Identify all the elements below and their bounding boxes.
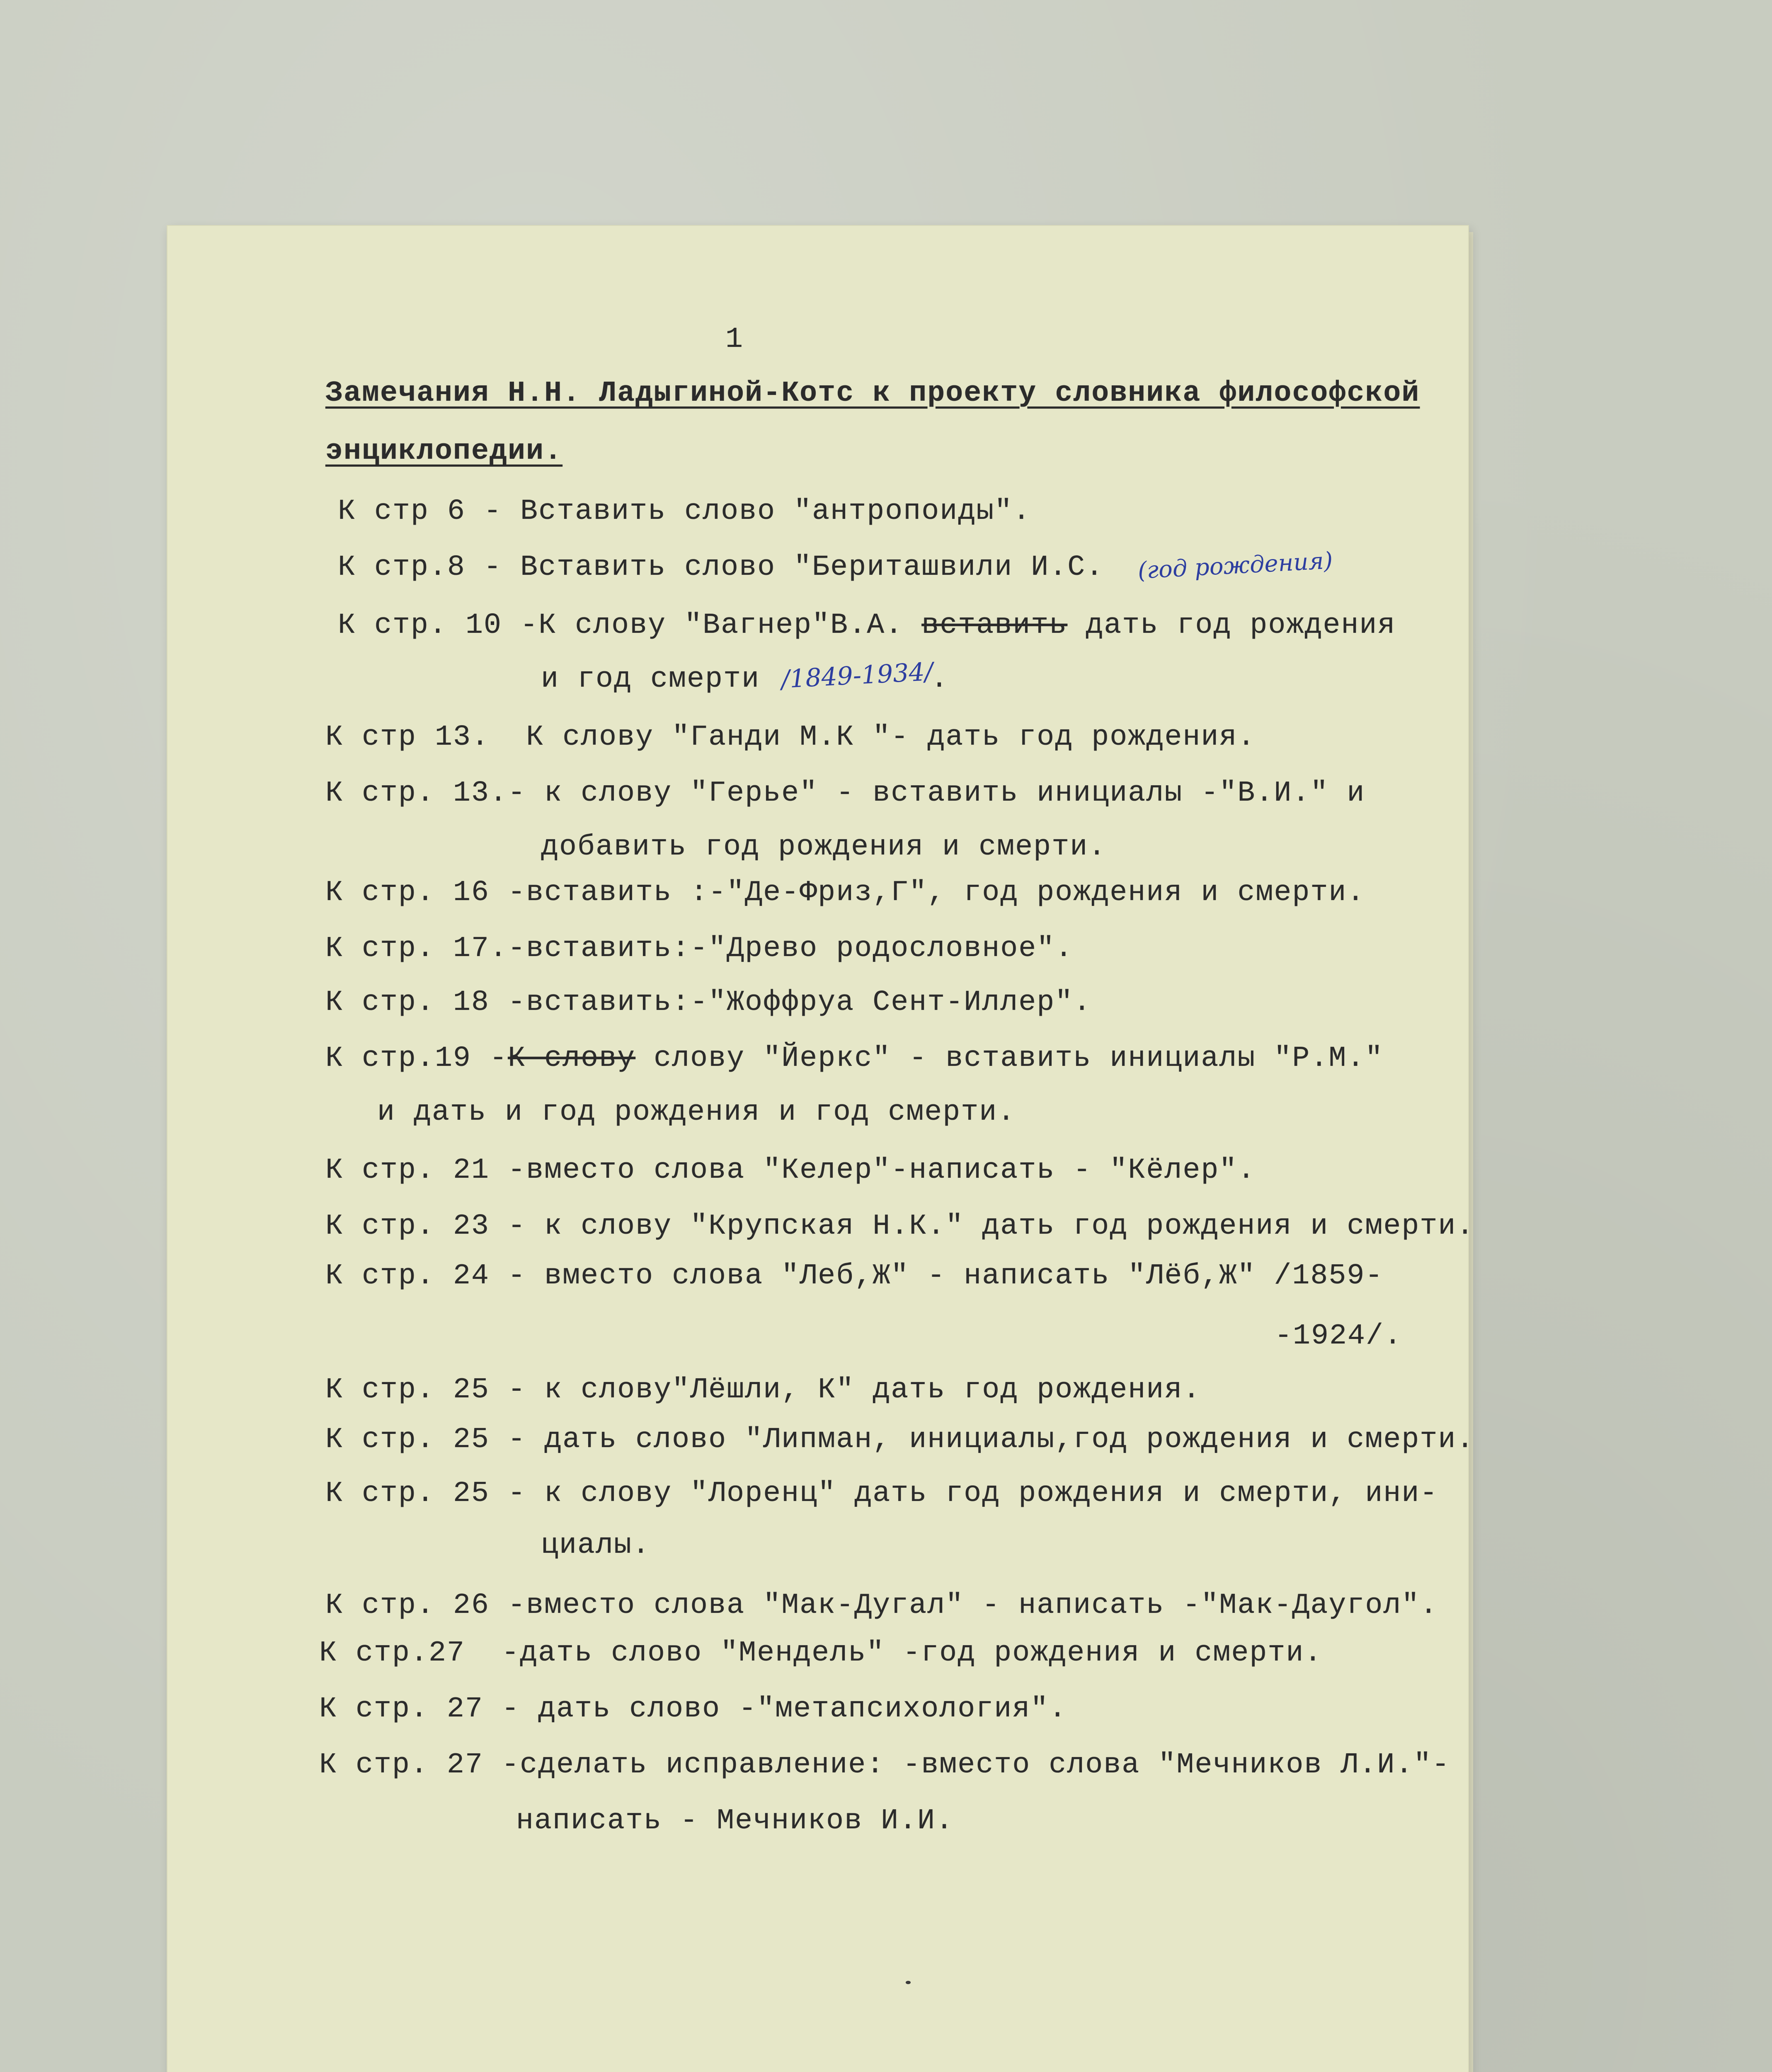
entry-p10-struck: вставить [921, 609, 1068, 642]
entry-p13-gerye: К стр. 13.- к слову "Герье" - вставить инициалы -"В.И." и [325, 777, 1365, 810]
entry-p24-cont: -1924/. [1275, 1320, 1403, 1353]
entry-p25-lipman: К стр. 25 - дать слово "Липман, инициалы,год рождения и смерти. [325, 1423, 1475, 1456]
entry-p23: К стр. 23 - к слову "Крупская Н.К." дать год рождения и смерти. [325, 1210, 1475, 1243]
entry-p25-lorenz-cont: циалы. [541, 1529, 651, 1562]
entry-p10-cont [541, 665, 778, 694]
entry-p24: К стр. 24 - вместо слова "Леб,Ж" - написать "Лёб,Ж" /1859- [325, 1260, 1384, 1293]
page-number: 1 [725, 323, 744, 356]
entry-p18: К стр. 18 -вставить:-"Жоффруа Сент-Иллер". [325, 986, 1092, 1019]
entry-p27-mendel: К стр.27 -дать слово "Мендель" -год рождения и смерти. [319, 1637, 1323, 1670]
entry-p6: К стр 6 - Вставить слово "антропоиды". [338, 495, 1031, 528]
document-title-line1: Замечания Н.Н. Ладыгиной-Котс к проекту словника философской [325, 377, 1420, 410]
entry-p10-end: дать год рождения [1067, 609, 1396, 642]
entry-p27-mechnikov-cont: написать - Мечников И.И. [516, 1805, 954, 1837]
entry-p13-gerye-cont: добавить год рождения и смерти. [541, 831, 1107, 864]
entry-p27-metapsy: К стр. 27 - дать слово -"метапсихология". [319, 1693, 1067, 1726]
entry-p19-cont: и дать и год рождения и год смерти. [377, 1096, 1016, 1129]
ink-dot [906, 1981, 911, 1984]
entry-p27-mechnikov: К стр. 27 -сделать исправление: -вместо слова "Мечников Л.И."- [319, 1749, 1450, 1782]
entry-p19-end: слову "Йеркс" - вставить инициалы "Р.М." [635, 1042, 1384, 1075]
entry-p8: К стр.8 - Вставить слово "Бериташвили И.С. [338, 551, 1104, 584]
entry-p10-start: К стр. 10 -К слову "Вагнер"В.А. [338, 609, 922, 642]
entry-p19-start: К стр.19 - [325, 1042, 508, 1075]
entry-p17: К стр. 17.-вставить:-"Древо родословное". [325, 932, 1074, 965]
entry-p10 [338, 611, 1396, 640]
entry-p13-gandhi: К стр 13. К слову "Ганди М.К "- дать год рождения. [325, 721, 1256, 754]
document-title-line2: энциклопедии. [325, 435, 563, 468]
entry-p19 [325, 1044, 1383, 1073]
entry-p21: К стр. 21 -вместо слова "Келер"-написать - "Кёлер". [325, 1154, 1256, 1187]
entry-p10-period: . [931, 663, 949, 696]
entry-p26: К стр. 26 -вместо слова "Мак-Дугал" - написать -"Мак-Даугол". [325, 1589, 1438, 1622]
entry-p25-leshli: К стр. 25 - к слову"Лёшли, К" дать год рождения. [325, 1374, 1201, 1406]
entry-p16: К стр. 16 -вставить :-"Де-Фриз,Г", год рождения и смерти. [325, 876, 1365, 909]
entry-p10-cont-text: и год смерти [541, 663, 778, 696]
handwritten-years-wagner: /1849-1934/ [781, 657, 934, 694]
entry-p25-lorenz: К стр. 25 - к слову "Лоренц" дать год рождения и смерти, ини- [325, 1477, 1438, 1510]
entry-p19-struck: К слову [508, 1042, 636, 1075]
handwritten-note-birth-year: (год рождения) [1137, 547, 1333, 584]
